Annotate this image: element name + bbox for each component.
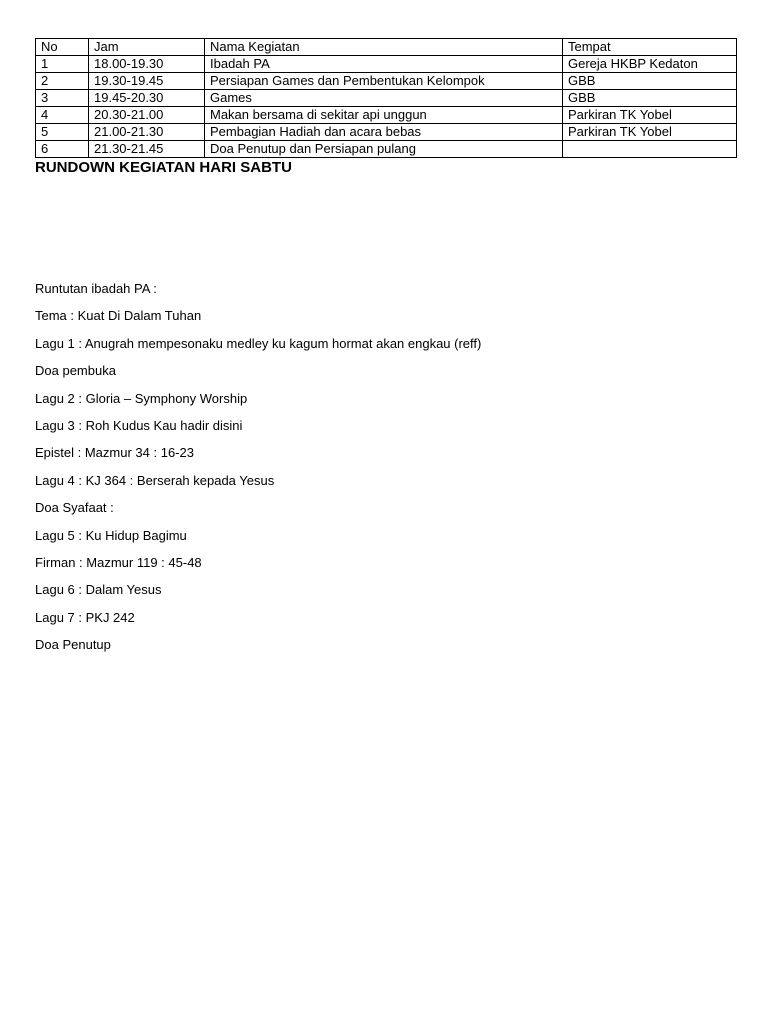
list-item: Lagu 4 : KJ 364 : Berserah kepada Yesus (35, 472, 275, 488)
cell-jam: 19.30-19.45 (89, 73, 205, 90)
cell-tempat: Gereja HKBP Kedaton (563, 56, 737, 73)
page-heading: RUNDOWN KEGIATAN HARI SABTU (35, 159, 292, 176)
list-item: Lagu 1 : Anugrah mempesonaku medley ku kagum hormat akan engkau (reff) (35, 335, 482, 351)
cell-jam: 20.30-21.00 (89, 107, 205, 124)
cell-tempat: Parkiran TK Yobel (563, 107, 737, 124)
cell-no: 4 (36, 107, 89, 124)
schedule-table (35, 38, 737, 158)
table-header-row (36, 39, 737, 56)
table-row (36, 73, 737, 90)
table-row (36, 90, 737, 107)
header-tempat: Tempat (563, 39, 737, 56)
list-item: Lagu 7 : PKJ 242 (35, 609, 135, 625)
list-item: Lagu 6 : Dalam Yesus (35, 582, 162, 598)
cell-no: 1 (36, 56, 89, 73)
cell-nama-kegiatan: Ibadah PA (205, 56, 563, 73)
cell-jam: 19.45-20.30 (89, 90, 205, 107)
cell-tempat (563, 141, 737, 158)
header-nama-kegiatan: Nama Kegiatan (205, 39, 563, 56)
cell-nama-kegiatan: Games (205, 90, 563, 107)
table-row (36, 124, 737, 141)
cell-no: 3 (36, 90, 89, 107)
cell-no: 6 (36, 141, 89, 158)
cell-nama-kegiatan: Persiapan Games dan Pembentukan Kelompok (205, 73, 563, 90)
table-row (36, 107, 737, 124)
list-item: Firman : Mazmur 119 : 45-48 (35, 554, 202, 570)
cell-no: 5 (36, 124, 89, 141)
list-item: Epistel : Mazmur 34 : 16-23 (35, 445, 194, 461)
table-row (36, 56, 737, 73)
list-item: Lagu 2 : Gloria – Symphony Worship (35, 390, 248, 406)
list-item: Doa Penutup (35, 637, 111, 653)
list-item: Doa pembuka (35, 363, 116, 379)
cell-nama-kegiatan: Makan bersama di sekitar api unggun (205, 107, 563, 124)
list-item: Doa Syafaat : (35, 500, 114, 516)
header-jam: Jam (89, 39, 205, 56)
table-row (36, 141, 737, 158)
list-item: Runtutan ibadah PA : (35, 281, 157, 296)
cell-tempat: GBB (563, 73, 737, 90)
header-no: No (36, 39, 89, 56)
cell-nama-kegiatan: Pembagian Hadiah dan acara bebas (205, 124, 563, 141)
ibadah-order-list (35, 275, 735, 658)
cell-nama-kegiatan: Doa Penutup dan Persiapan pulang (205, 141, 563, 158)
cell-tempat: GBB (563, 90, 737, 107)
cell-jam: 21.00-21.30 (89, 124, 205, 141)
cell-jam: 21.30-21.45 (89, 141, 205, 158)
cell-tempat: Parkiran TK Yobel (563, 124, 737, 141)
list-item: Lagu 5 : Ku Hidup Bagimu (35, 527, 187, 543)
cell-no: 2 (36, 73, 89, 90)
cell-jam: 18.00-19.30 (89, 56, 205, 73)
list-item: Lagu 3 : Roh Kudus Kau hadir disini (35, 417, 243, 433)
list-item: Tema : Kuat Di Dalam Tuhan (35, 308, 202, 324)
